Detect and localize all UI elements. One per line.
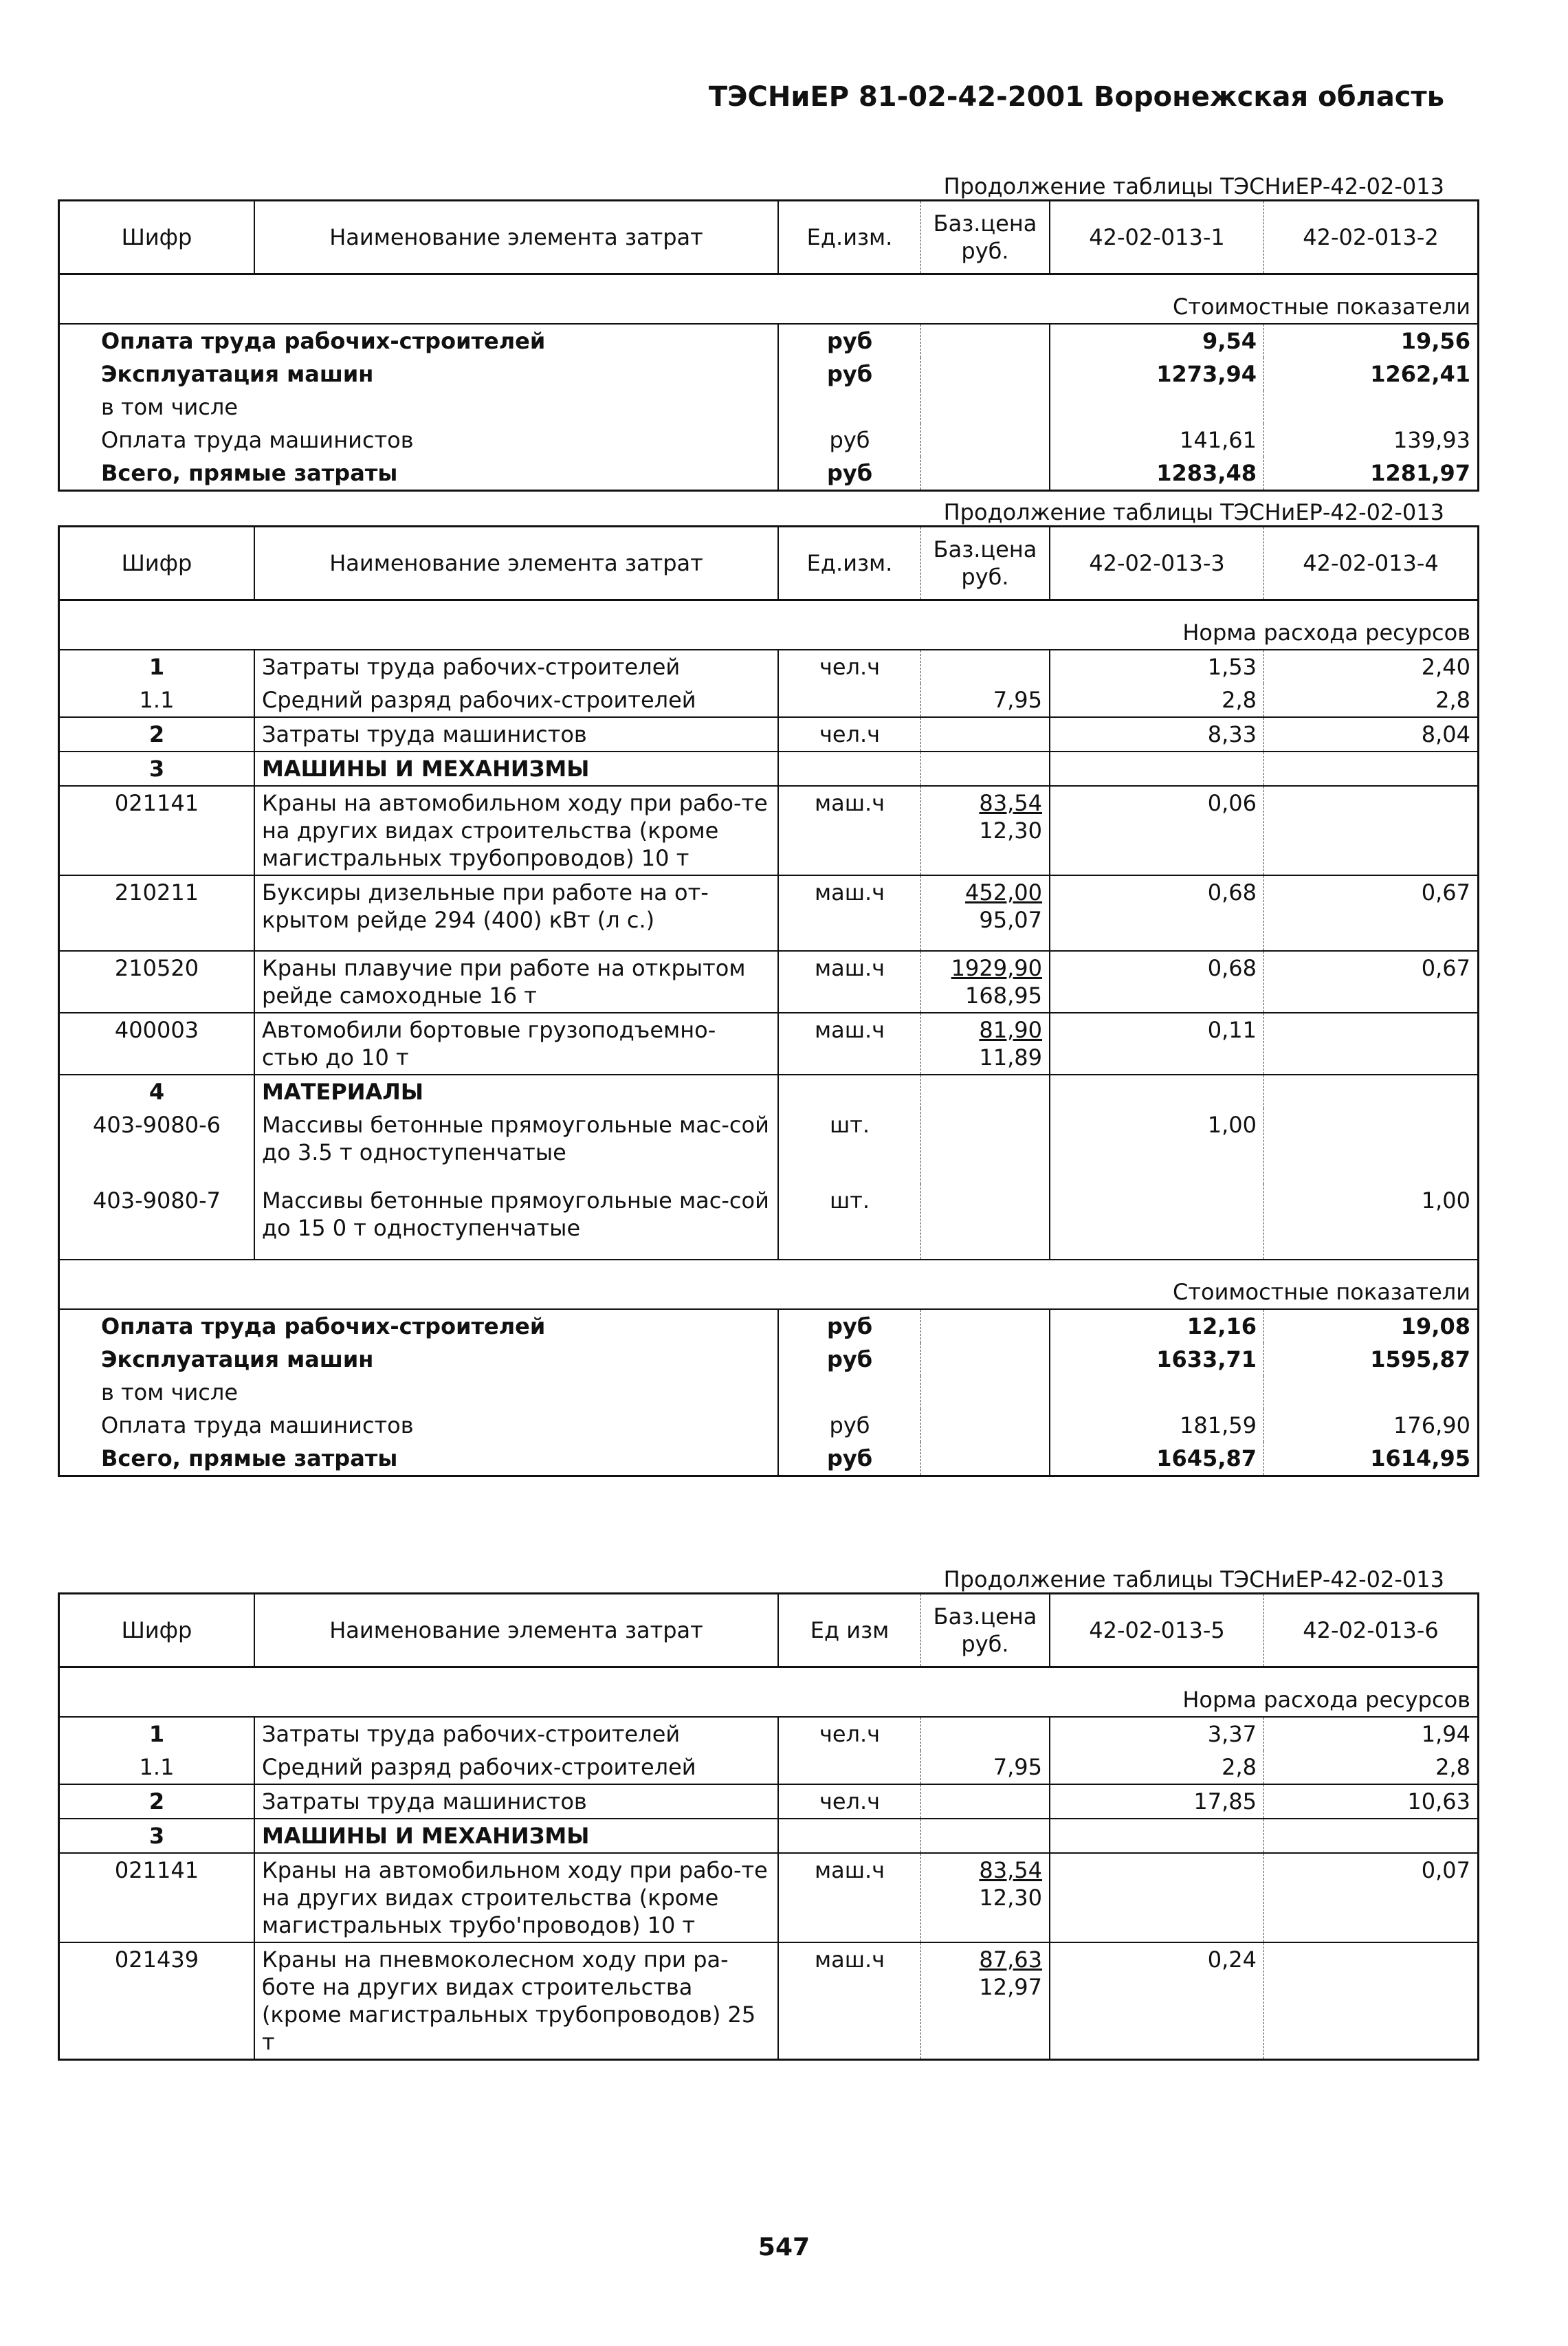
row-price — [921, 786, 1050, 875]
row-price-wage: 12,30 — [979, 818, 1042, 844]
summary-value-b: 19,56 — [1264, 324, 1479, 358]
row-name: Автомобили бортовые грузоподъемно-стью до 10 т — [254, 1013, 778, 1075]
row-unit: чел.ч — [778, 650, 921, 683]
row-value-a: 0,11 — [1050, 1013, 1264, 1075]
row-value-a — [1050, 1853, 1264, 1942]
summary-unit: руб — [778, 358, 921, 391]
table-row — [59, 1942, 1479, 2060]
row-name: Затраты труда рабочих-строителей — [254, 1717, 778, 1751]
row-value-b — [1264, 786, 1479, 875]
row-value-a — [1050, 1075, 1264, 1108]
row-price — [921, 650, 1050, 683]
table-row — [59, 1108, 1479, 1184]
row-value-b — [1264, 1013, 1479, 1075]
summary-value-b — [1264, 391, 1479, 424]
row-code: 2 — [59, 717, 255, 752]
table2 — [58, 525, 1479, 1477]
row-value-b — [1264, 1075, 1479, 1108]
summary-price — [921, 391, 1050, 424]
row-price — [921, 717, 1050, 752]
row-code: 1.1 — [139, 1754, 175, 1780]
header-col-b: 42-02-013-4 — [1264, 527, 1479, 600]
row-name: Массивы бетонные прямоугольные мас-сой до 3.5 т одноступенчатые — [254, 1108, 778, 1184]
row-code: 1.1 — [139, 687, 175, 713]
summary-value-b: 176,90 — [1264, 1409, 1479, 1442]
row-price-base: 83,54 — [979, 1857, 1042, 1883]
table-row — [59, 786, 1479, 875]
row-price-wage: 12,97 — [979, 1974, 1042, 2000]
row-price-wage: 95,07 — [979, 907, 1042, 933]
row-code: 403-9080-6 — [93, 1112, 221, 1138]
row-value-a: 17,85 — [1050, 1784, 1264, 1819]
row-price — [921, 683, 1050, 717]
summary-name: Эксплуатация машин — [101, 1346, 374, 1372]
summary-price — [921, 1309, 1050, 1343]
row-code: 3 — [59, 1819, 255, 1853]
table3 — [58, 1592, 1479, 2061]
summary-value-a: 9,54 — [1050, 324, 1264, 358]
header-name: Наименование элемента затрат — [254, 201, 778, 274]
summary-value-a: 1273,94 — [1050, 358, 1264, 391]
row-name: Краны на автомобильном ходу при рабо-те на других видах строительства (кроме магистральных трубопроводов) 10 т — [254, 786, 778, 875]
summary-unit — [778, 1376, 921, 1409]
summary-value-a: 181,59 — [1050, 1409, 1264, 1442]
table-row — [59, 1751, 1479, 1784]
subheader: Стоимостные показатели — [59, 274, 1479, 325]
row-value-b: 0,07 — [1264, 1853, 1479, 1942]
summary-row — [59, 1309, 1479, 1343]
row-code: 1 — [148, 654, 165, 680]
row-name: Краны плавучие при работе на открытом рейде самоходные 16 т — [254, 951, 778, 1013]
summary-unit: руб — [778, 1442, 921, 1476]
row-name: Затраты труда машинистов — [254, 1784, 778, 1819]
row-value-a: 0,68 — [1050, 951, 1264, 1013]
summary-price — [921, 1376, 1050, 1409]
row-value-b — [1264, 1819, 1479, 1853]
table-row — [59, 683, 1479, 717]
row-name: Буксиры дизельные при работе на от-крытом рейде 294 (400) кВт (л с.) — [254, 875, 778, 951]
table1-continuation: Продолжение таблицы ТЭСНиЕР-42-02-013 — [943, 173, 1444, 199]
row-unit: маш.ч — [778, 1853, 921, 1942]
table-row — [59, 1717, 1479, 1751]
row-value-a: 8,33 — [1050, 717, 1264, 752]
table3-continuation: Продолжение таблицы ТЭСНиЕР-42-02-013 — [943, 1566, 1444, 1592]
row-value-a: 0,68 — [1050, 875, 1264, 951]
subheader: Стоимостные показатели — [59, 1260, 1479, 1309]
row-price-wage: 11,89 — [979, 1044, 1042, 1071]
summary-name: Оплата труда машинистов — [101, 427, 414, 453]
header-col-a: 42-02-013-5 — [1050, 1594, 1264, 1667]
row-name: МАТЕРИАЛЫ — [254, 1075, 778, 1108]
row-code: 021439 — [59, 1942, 255, 2060]
row-price — [921, 1717, 1050, 1751]
row-name: МАШИНЫ И МЕХАНИЗМЫ — [254, 752, 778, 786]
summary-price — [921, 457, 1050, 491]
summary-price — [921, 1409, 1050, 1442]
table-row — [59, 951, 1479, 1013]
summary-value-a — [1050, 391, 1264, 424]
row-price-wage: 168,95 — [965, 983, 1042, 1009]
summary-row — [59, 457, 1479, 491]
table2-subheader-row — [59, 600, 1479, 650]
row-unit: маш.ч — [778, 1013, 921, 1075]
row-price-base: 1929,90 — [951, 955, 1042, 981]
row-price — [921, 1075, 1050, 1108]
summary-row — [59, 1442, 1479, 1476]
summary-name: Оплата труда машинистов — [101, 1412, 414, 1438]
header-col-b: 42-02-013-6 — [1264, 1594, 1479, 1667]
summary-unit — [778, 391, 921, 424]
row-price-wage: 7,95 — [993, 1754, 1042, 1780]
row-value-b: 10,63 — [1264, 1784, 1479, 1819]
table-row — [59, 752, 1479, 786]
row-value-b: 2,40 — [1264, 650, 1479, 683]
summary-name: Всего, прямые затраты — [101, 1445, 398, 1471]
header-price: Баз.цена руб. — [921, 201, 1050, 274]
row-price — [921, 1853, 1050, 1942]
summary-price — [921, 1343, 1050, 1376]
summary-price — [921, 1442, 1050, 1476]
summary-price — [921, 324, 1050, 358]
row-price — [921, 1013, 1050, 1075]
summary-value-a: 1633,71 — [1050, 1343, 1264, 1376]
header-code: Шифр — [59, 1594, 255, 1667]
table1-subheader-row — [59, 274, 1479, 325]
row-value-a — [1050, 752, 1264, 786]
row-value-b: 0,67 — [1264, 951, 1479, 1013]
row-price — [921, 1819, 1050, 1853]
row-price — [921, 1784, 1050, 1819]
row-code: 400003 — [59, 1013, 255, 1075]
header-name: Наименование элемента затрат — [254, 527, 778, 600]
row-price — [921, 752, 1050, 786]
header-col-a: 42-02-013-3 — [1050, 527, 1264, 600]
summary-value-a — [1050, 1376, 1264, 1409]
summary-name: Всего, прямые затраты — [101, 460, 398, 486]
subheader: Норма расхода ресурсов — [59, 1667, 1479, 1718]
row-name: Средний разряд рабочих-строителей — [254, 683, 778, 717]
summary-unit: руб — [778, 1309, 921, 1343]
row-name: Краны на автомобильном ходу при рабо-те на других видах строительства (кроме магистральных трубо'проводов) 10 т — [254, 1853, 778, 1942]
row-unit: шт. — [778, 1184, 921, 1260]
summary-unit: руб — [778, 1409, 921, 1442]
row-price — [921, 875, 1050, 951]
row-price-base: 83,54 — [979, 790, 1042, 816]
summary-row — [59, 1343, 1479, 1376]
summary-unit: руб — [778, 457, 921, 491]
row-unit: чел.ч — [778, 1717, 921, 1751]
row-name: Затраты труда рабочих-строителей — [254, 650, 778, 683]
row-value-b: 2,8 — [1264, 683, 1479, 717]
table-row — [59, 650, 1479, 683]
row-code: 3 — [59, 752, 255, 786]
row-price — [921, 1184, 1050, 1260]
summary-unit: руб — [778, 324, 921, 358]
row-name: Краны на пневмоколесном ходу при ра-боте на других видах строительства (кроме магистральных трубопроводов) 25 т — [254, 1942, 778, 2060]
header-unit: Ед.изм. — [778, 201, 921, 274]
row-name: Затраты труда машинистов — [254, 717, 778, 752]
table-row — [59, 875, 1479, 951]
table-row — [59, 1075, 1479, 1108]
row-name: Средний разряд рабочих-строителей — [254, 1751, 778, 1784]
summary-value-b: 1281,97 — [1264, 457, 1479, 491]
table1-header-row — [59, 201, 1479, 274]
row-value-a: 0,24 — [1050, 1942, 1264, 2060]
summary-value-b: 1614,95 — [1264, 1442, 1479, 1476]
row-value-b: 8,04 — [1264, 717, 1479, 752]
row-price-wage: 7,95 — [993, 687, 1042, 713]
row-value-a: 1,53 — [1050, 650, 1264, 683]
summary-value-a: 141,61 — [1050, 424, 1264, 457]
header-code: Шифр — [59, 527, 255, 600]
summary-value-b: 139,93 — [1264, 424, 1479, 457]
row-unit: чел.ч — [778, 1784, 921, 1819]
row-price — [921, 1942, 1050, 2060]
page-header: ТЭСНиЕР 81-02-42-2001 Воронежская область — [708, 81, 1444, 113]
summary-name: Оплата труда рабочих-строителей — [101, 1313, 546, 1339]
row-value-a — [1050, 1819, 1264, 1853]
row-value-b: 1,94 — [1264, 1717, 1479, 1751]
row-code: 4 — [59, 1075, 255, 1108]
summary-value-b: 1595,87 — [1264, 1343, 1479, 1376]
table-row — [59, 717, 1479, 752]
row-price — [921, 1108, 1050, 1184]
table-row — [59, 1853, 1479, 1942]
row-value-a: 3,37 — [1050, 1717, 1264, 1751]
table2-subheader2-row — [59, 1260, 1479, 1309]
row-price-base: 81,90 — [979, 1017, 1042, 1043]
row-code: 403-9080-7 — [93, 1187, 221, 1214]
row-price-base: 87,63 — [979, 1947, 1042, 1973]
row-unit — [778, 683, 921, 717]
row-value-a: 1,00 — [1050, 1108, 1264, 1184]
summary-row — [59, 358, 1479, 391]
summary-price — [921, 424, 1050, 457]
table-row — [59, 1784, 1479, 1819]
row-code: 210520 — [59, 951, 255, 1013]
summary-row — [59, 324, 1479, 358]
table3-subheader-row — [59, 1667, 1479, 1718]
table-row — [59, 1819, 1479, 1853]
row-value-b — [1264, 1108, 1479, 1184]
row-price-wage: 12,30 — [979, 1885, 1042, 1911]
row-value-a: 2,8 — [1050, 683, 1264, 717]
header-code: Шифр — [59, 201, 255, 274]
row-value-b — [1264, 752, 1479, 786]
header-price: Баз.цена руб. — [921, 527, 1050, 600]
summary-value-b: 1262,41 — [1264, 358, 1479, 391]
row-code: 021141 — [59, 1853, 255, 1942]
summary-value-a: 1283,48 — [1050, 457, 1264, 491]
row-value-b: 2,8 — [1264, 1751, 1479, 1784]
summary-name: в том числе — [101, 394, 238, 420]
row-unit: маш.ч — [778, 875, 921, 951]
row-unit: маш.ч — [778, 1942, 921, 2060]
header-name: Наименование элемента затрат — [254, 1594, 778, 1667]
row-unit — [778, 1751, 921, 1784]
summary-row — [59, 1409, 1479, 1442]
summary-unit: руб — [778, 424, 921, 457]
summary-value-a: 12,16 — [1050, 1309, 1264, 1343]
summary-row — [59, 424, 1479, 457]
row-unit — [778, 752, 921, 786]
row-value-a — [1050, 1184, 1264, 1260]
row-price — [921, 1751, 1050, 1784]
table1 — [58, 199, 1479, 492]
row-unit: маш.ч — [778, 786, 921, 875]
summary-name: в том числе — [101, 1379, 238, 1405]
summary-value-a: 1645,87 — [1050, 1442, 1264, 1476]
table2-header-row — [59, 527, 1479, 600]
header-col-b: 42-02-013-2 — [1264, 201, 1479, 274]
row-code: 210211 — [59, 875, 255, 951]
row-value-b: 1,00 — [1264, 1184, 1479, 1260]
subheader: Норма расхода ресурсов — [59, 600, 1479, 650]
summary-value-b — [1264, 1376, 1479, 1409]
row-name: Массивы бетонные прямоугольные мас-сой до 15 0 т одноступенчатые — [254, 1184, 778, 1260]
row-unit: маш.ч — [778, 951, 921, 1013]
summary-name: Эксплуатация машин — [101, 361, 374, 387]
row-name: МАШИНЫ И МЕХАНИЗМЫ — [254, 1819, 778, 1853]
summary-price — [921, 358, 1050, 391]
row-unit — [778, 1819, 921, 1853]
row-unit: шт. — [778, 1108, 921, 1184]
row-unit: чел.ч — [778, 717, 921, 752]
header-price: Баз.цена руб. — [921, 1594, 1050, 1667]
row-code: 2 — [59, 1784, 255, 1819]
row-value-b — [1264, 1942, 1479, 2060]
summary-row — [59, 1376, 1479, 1409]
row-code: 021141 — [59, 786, 255, 875]
row-price — [921, 951, 1050, 1013]
row-value-b: 0,67 — [1264, 875, 1479, 951]
header-unit: Ед.изм. — [778, 527, 921, 600]
summary-row — [59, 391, 1479, 424]
table2-continuation: Продолжение таблицы ТЭСНиЕР-42-02-013 — [943, 499, 1444, 525]
row-value-a: 2,8 — [1050, 1751, 1264, 1784]
summary-unit: руб — [778, 1343, 921, 1376]
summary-name: Оплата труда рабочих-строителей — [101, 328, 546, 354]
table3-header-row — [59, 1594, 1479, 1667]
row-code: 1 — [148, 1721, 165, 1747]
row-value-a: 0,06 — [1050, 786, 1264, 875]
row-unit — [778, 1075, 921, 1108]
table-row — [59, 1184, 1479, 1260]
row-price-base: 452,00 — [965, 879, 1042, 906]
page-number: 547 — [758, 2233, 810, 2261]
summary-value-b: 19,08 — [1264, 1309, 1479, 1343]
header-unit: Ед изм — [778, 1594, 921, 1667]
table-row — [59, 1013, 1479, 1075]
header-col-a: 42-02-013-1 — [1050, 201, 1264, 274]
